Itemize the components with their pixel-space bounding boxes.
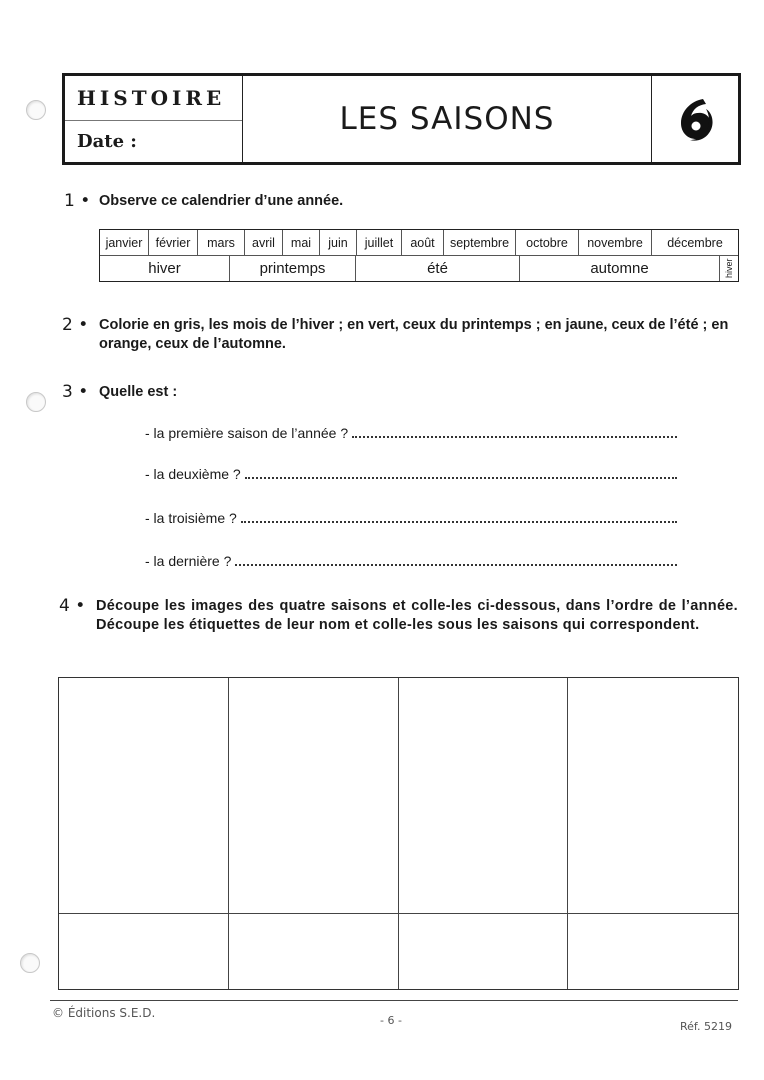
month-cell[interactable]: novembre [579,230,652,255]
answer-prompt: - la deuxième ? [145,466,241,482]
reference-number: Réf. 5219 [680,1020,732,1033]
question-3-text: Quelle est : [99,384,178,400]
image-slot-2[interactable] [229,678,399,914]
date-field[interactable]: Date : [77,131,137,152]
calendar-months-row [100,230,738,255]
season-cell-automne[interactable]: automne [520,256,720,281]
answer-prompt: - la troisième ? [145,510,237,526]
month-cell[interactable]: octobre [516,230,579,255]
label-slot-4[interactable] [568,914,738,989]
calendar-seasons-row [100,255,738,281]
month-cell[interactable]: février [149,230,198,255]
answer-blank[interactable] [352,426,677,438]
season-paste-grid [58,677,739,990]
month-cell[interactable]: septembre [444,230,516,255]
punch-hole [26,392,46,412]
season-cell-hiver[interactable]: hiver [100,256,230,281]
answer-line-3[interactable] [145,510,677,526]
footer-divider [50,1000,738,1001]
year-calendar [99,229,739,282]
image-slot-3[interactable] [399,678,569,914]
answer-line-1[interactable] [145,425,677,441]
month-cell[interactable]: juin [320,230,357,255]
question-2-text: Colorie en gris, les mois de l’hiver ; en vert, ceux du printemps ; en jaune, ceux de l’été ; en orange, ceux de l’automne. [99,317,729,352]
question-4-number: 4 • [59,596,86,616]
question-1-number: 1 • [64,191,91,211]
question-4-text: Découpe les images des quatre saisons et colle-les ci-dessous, dans l’ordre de l’année. Découpe les étiquettes de leur nom et colle-les sous les saisons qui correspondent. [96,598,738,633]
page-title: LES SAISONS [339,101,555,137]
answer-prompt: - la première saison de l’année ? [145,425,349,441]
season-cell-printemps[interactable]: printemps [230,256,356,281]
question-2-number: 2 • [62,315,89,335]
chapter-six-icon [673,95,717,143]
answer-line-4[interactable] [145,553,677,569]
answer-blank[interactable] [245,467,677,479]
header-left-panel [65,76,243,162]
subject-label: HISTOIRE [65,76,242,121]
question-1-text: Observe ce calendrier d’une année. [99,193,344,209]
month-cell[interactable]: août [402,230,444,255]
month-cell[interactable]: avril [245,230,283,255]
answer-blank[interactable] [235,554,677,566]
label-slot-2[interactable] [229,914,399,989]
question-3-number: 3 • [62,382,89,402]
image-slot-1[interactable] [59,678,229,914]
month-cell[interactable]: décembre [667,235,723,250]
answer-blank[interactable] [241,511,677,523]
label-slot-3[interactable] [399,914,569,989]
month-cell[interactable]: mai [283,230,320,255]
season-cell-ete[interactable]: été [356,256,520,281]
month-cell[interactable]: mars [198,230,245,255]
punch-hole [20,953,40,973]
copyright-text: © Éditions S.E.D. [52,1006,156,1020]
page-number: - 6 - [380,1014,402,1027]
answer-prompt: - la dernière ? [145,553,232,569]
worksheet-header [62,73,741,165]
answer-line-2[interactable] [145,466,677,482]
punch-hole [26,100,46,120]
chapter-number-badge [651,76,738,162]
season-cell-hiver-end[interactable]: hiver [724,258,734,279]
label-slot-1[interactable] [59,914,229,989]
image-slot-4[interactable] [568,678,738,914]
month-cell[interactable]: janvier [100,230,149,255]
month-cell[interactable]: juillet [357,230,402,255]
